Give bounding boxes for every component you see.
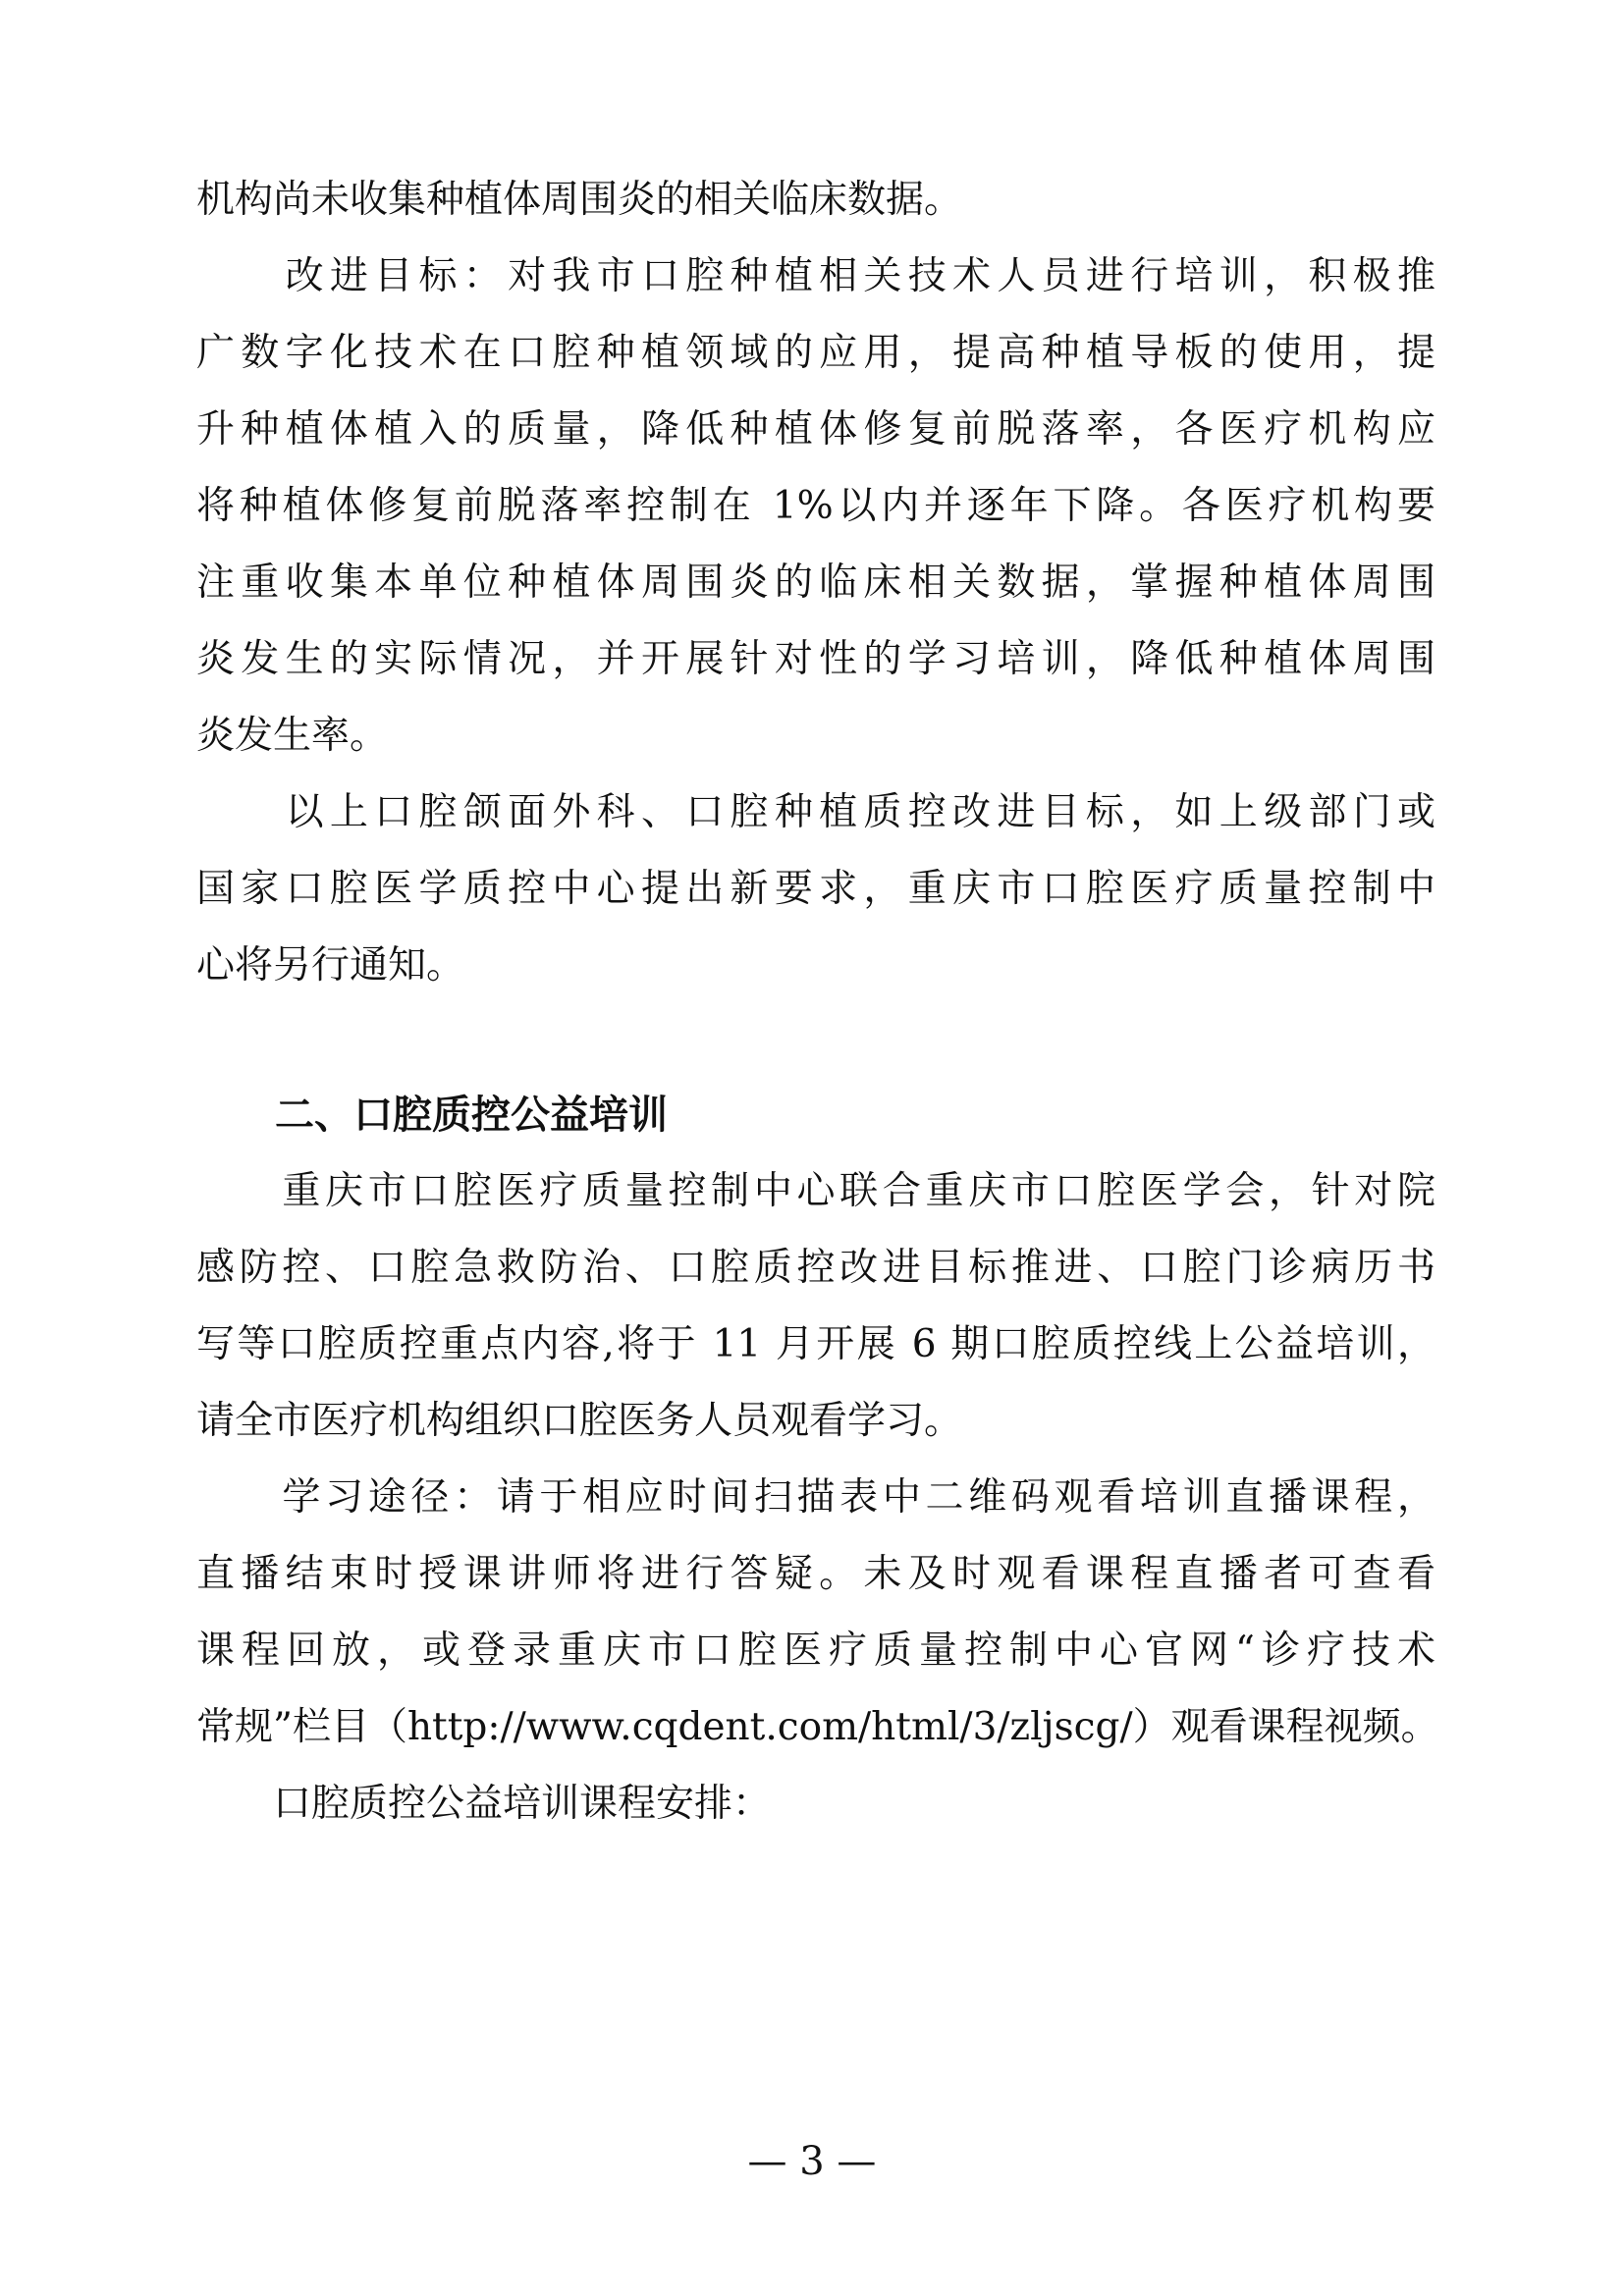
schedule-label: 口腔质控公益培训课程安排： (196, 1782, 772, 1826)
intro-line-2: 感防控、口腔急救防治、口腔质控改进目标推进、口腔门诊病历书 (196, 1246, 1435, 1290)
access-line-4: 常规”栏目（http://www.cqdent.com/html/3/zljscg/）观看课程视频。 (196, 1705, 1439, 1749)
goal-line-3: 升种植体植入的质量，降低种植体修复前脱落率，各医疗机构应 (196, 407, 1435, 452)
access-line-2: 直播结束时授课讲师将进行答疑。未及时观看课程直播者可查看 (196, 1552, 1435, 1596)
goal-line-5: 注重收集本单位种植体周围炎的临床相关数据，掌握种植体周围 (196, 561, 1435, 605)
intro-line-3: 写等口腔质控重点内容,将于 11 月开展 6 期口腔质控线上公益培训， (196, 1322, 1435, 1366)
notice-line-2: 国家口腔医学质控中心提出新要求，重庆市口腔医疗质量控制中 (196, 867, 1435, 911)
goal-line-7: 炎发生率。 (196, 714, 389, 758)
goal-line-4: 将种植体修复前脱落率控制在 1%以内并逐年下降。各医疗机构要 (196, 484, 1435, 528)
section-heading: 二、口腔质控公益培训 (196, 1093, 668, 1138)
goal-line-6: 炎发生的实际情况，并开展针对性的学习培训，降低种植体周围 (196, 637, 1435, 681)
access-line-3: 课程回放，或登录重庆市口腔医疗质量控制中心官网“诊疗技术 (196, 1629, 1435, 1673)
access-line-1: 学习途径：请于相应时间扫描表中二维码观看培训直播课程， (196, 1475, 1435, 1520)
notice-line-3: 心将另行通知。 (196, 943, 465, 988)
page-number: — 3 — (747, 2139, 877, 2184)
intro-line-1: 重庆市口腔医疗质量控制中心联合重庆市口腔医学会，针对院 (196, 1169, 1435, 1213)
goal-line-2: 广数字化技术在口腔种植领域的应用，提高种植导板的使用，提 (196, 331, 1435, 375)
goal-line-1: 改进目标：对我市口腔种植相关技术人员进行培训，积极推 (196, 254, 1435, 298)
intro-line-4: 请全市医疗机构组织口腔医务人员观看学习。 (196, 1399, 963, 1443)
paragraph-continuation: 机构尚未收集种植体周围炎的相关临床数据。 (196, 178, 963, 222)
notice-line-1: 以上口腔颌面外科、口腔种植质控改进目标，如上级部门或 (196, 790, 1435, 834)
